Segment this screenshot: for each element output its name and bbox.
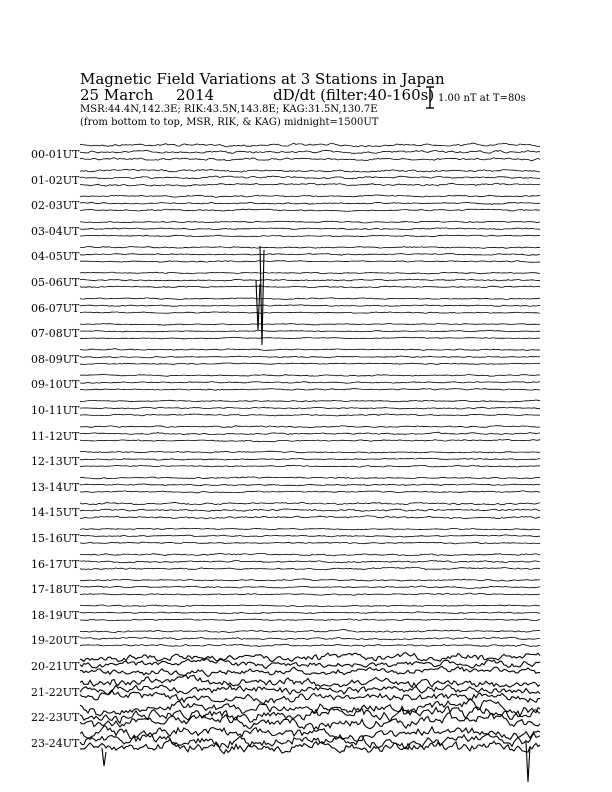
trace-msr-14-15UT (80, 516, 540, 519)
trace-rik-07-08UT (80, 330, 540, 332)
trace-msr-19-20UT (80, 644, 540, 646)
trace-rik-02-03UT (80, 202, 540, 204)
hour-label: 10-11UT (31, 404, 80, 417)
data-type-label: dD/dt (filter:40-160s) (273, 86, 435, 104)
trace-msr-09-10UT (80, 389, 540, 391)
trace-rik-18-19UT (80, 612, 540, 614)
trace-msr-12-13UT (80, 465, 540, 467)
trace-rik-10-11UT (80, 407, 540, 409)
hour-label: 03-04UT (31, 224, 80, 238)
hour-label: 06-07UT (31, 301, 80, 315)
trace-rik-17-18UT (80, 586, 540, 589)
trace-msr-10-11UT (80, 414, 540, 416)
trace-rik-16-17UT (80, 561, 540, 563)
trace-kag-09-10UT (80, 374, 540, 376)
hour-label: 11-12UT (31, 429, 80, 443)
trace-msr-06-07UT (80, 312, 540, 313)
trace-rik-12-13UT (80, 458, 540, 460)
hour-label: 02-03UT (31, 199, 80, 213)
trace-rik-09-10UT (80, 382, 540, 384)
date-label: 25 March (80, 86, 154, 104)
trace-rik-01-02UT (80, 176, 540, 179)
trace-msr-17-18UT (80, 593, 540, 595)
trace-rik-11-12UT (80, 432, 540, 435)
trace-msr-15-16UT (80, 542, 540, 544)
trace-kag-17-18UT (80, 579, 540, 581)
trace-rik-15-16UT (80, 535, 540, 537)
hour-label: 16-17UT (31, 557, 80, 571)
hour-label: 05-06UT (31, 276, 80, 289)
trace-msr-07-08UT (80, 337, 540, 339)
station-coordinates: MSR:44.4N,142.3E; RIK:43.5N,143.8E; KAG:31.5N,130.7E (80, 104, 378, 115)
hour-label: 08-09UT (31, 352, 80, 366)
trace-rik-05-06UT (80, 279, 540, 281)
hour-label: 09-10UT (31, 378, 80, 392)
trace-msr-01-02UT (80, 183, 540, 186)
trace-rik-03-04UT (80, 228, 540, 230)
trace-msr-03-04UT (80, 235, 540, 237)
scale-label: 1.00 nT at T=80s (438, 93, 526, 104)
trace-kag-12-13UT (80, 451, 540, 453)
trace-rik-13-14UT (80, 484, 540, 486)
trace-kag-11-12UT (80, 426, 540, 428)
trace-kag-02-03UT (80, 195, 540, 198)
trace-kag-01-02UT (80, 169, 540, 172)
trace-kag-00-01UT (80, 143, 540, 147)
trace-msr-11-12UT (80, 440, 540, 442)
hour-label: 12-13UT (31, 455, 80, 469)
trace-msr-02-03UT (80, 209, 540, 211)
trace-msr-21-22UT (80, 690, 540, 704)
hour-label: 14-15UT (31, 506, 80, 520)
trace-kag-21-22UT (80, 675, 540, 687)
year-label: 2014 (176, 86, 215, 104)
hour-label: 01-02UT (31, 173, 80, 187)
hour-label: 13-14UT (31, 480, 80, 494)
trace-rik-04-05UT (80, 254, 540, 256)
trace-msr-04-05UT (80, 261, 540, 263)
hour-label: 19-20UT (31, 634, 80, 648)
trace-rik-08-09UT (80, 356, 540, 358)
trace-kag-05-06UT (80, 272, 540, 274)
trace-kag-19-20UT (80, 630, 540, 633)
trace-rik-14-15UT (80, 509, 540, 511)
trace-msr-13-14UT (80, 491, 540, 493)
trace-rik-06-07UT (80, 305, 540, 307)
hour-label: 23-24UT (31, 736, 80, 750)
trace-msr-05-06UT (80, 286, 540, 288)
spike-trace (102, 748, 106, 766)
trace-kag-20-21UT (80, 653, 540, 662)
trace-kag-22-23UT (80, 699, 540, 717)
hour-label: 07-08UT (31, 327, 80, 341)
trace-rik-00-01UT (80, 150, 540, 153)
hour-label: 15-16UT (31, 532, 80, 545)
trace-kag-08-09UT (80, 349, 540, 351)
trace-kag-13-14UT (80, 477, 540, 479)
hour-label: 18-19UT (31, 608, 80, 622)
hour-label: 00-01UT (31, 148, 80, 161)
trace-kag-04-05UT (80, 247, 540, 249)
trace-kag-07-08UT (80, 324, 540, 326)
trace-rik-20-21UT (80, 659, 540, 669)
trace-kag-03-04UT (80, 221, 540, 223)
scale-bar (426, 87, 434, 108)
trace-rik-21-22UT (80, 685, 540, 695)
hour-label: 22-23UT (31, 711, 80, 725)
hour-label: 17-18UT (31, 583, 80, 597)
hour-label: 21-22UT (31, 685, 80, 699)
hour-label: 20-21UT (31, 660, 80, 673)
chart-title: Magnetic Field Variations at 3 Stations in Japan (80, 70, 445, 88)
trace-rik-19-20UT (80, 637, 540, 640)
trace-kag-15-16UT (80, 528, 540, 530)
trace-kag-14-15UT (80, 502, 540, 505)
trace-kag-06-07UT (80, 298, 540, 300)
hour-label: 04-05UT (31, 250, 80, 264)
spike-trace (526, 742, 530, 782)
trace-kag-10-11UT (80, 400, 540, 402)
trace-msr-00-01UT (80, 158, 540, 161)
trace-kag-18-19UT (80, 605, 540, 607)
trace-kag-16-17UT (80, 553, 540, 555)
trace-msr-18-19UT (80, 619, 540, 621)
station-order-note: (from bottom to top, MSR, RIK, & KAG) midnight=1500UT (80, 117, 379, 128)
trace-msr-16-17UT (80, 568, 540, 570)
trace-msr-08-09UT (80, 363, 540, 364)
